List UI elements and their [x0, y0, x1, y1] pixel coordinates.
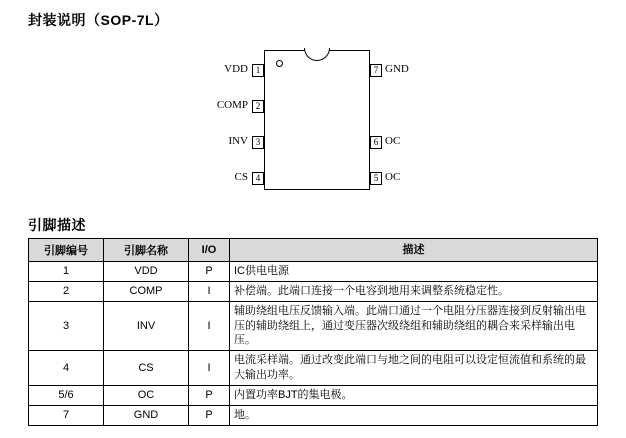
package-section-title: 封装说明（SOP-7L）	[28, 12, 169, 28]
pin1-dot-icon	[276, 60, 283, 67]
pin-label-cs: CS	[234, 171, 248, 183]
cell-description: IC供电电源	[230, 262, 598, 282]
package-diagram	[180, 42, 460, 202]
pin-box-5: 5	[370, 172, 382, 185]
cell-io: I	[189, 281, 230, 301]
header-io: I/O	[189, 239, 230, 262]
header-description: 描述	[230, 239, 598, 262]
cell-description: 地。	[230, 405, 598, 425]
cell-pin-number: 4	[29, 351, 104, 386]
pin-label-gnd: GND	[385, 63, 409, 75]
cell-io: I	[189, 351, 230, 386]
cell-description: 电流采样端。通过改变此端口与地之间的电阻可以设定恒流值和系统的最大输出功率。	[230, 351, 598, 386]
table-row	[29, 262, 598, 282]
pin-description-table	[28, 238, 598, 426]
header-pin-name: 引脚名称	[104, 239, 189, 262]
table-row	[29, 351, 598, 386]
cell-pin-name: VDD	[104, 262, 189, 282]
cell-pin-number: 2	[29, 281, 104, 301]
cell-description: 辅助绕组电压反馈输入端。此端口通过一个电阻分压器连接到反射输出电压的辅助绕组上，通过变压器次级绕组和辅助绕组的耦合来采样输出电压。	[230, 301, 598, 351]
cell-pin-number: 7	[29, 405, 104, 425]
table-header-row	[29, 239, 598, 262]
cell-description: 内置功率BJT的集电极。	[230, 385, 598, 405]
cell-pin-number: 5/6	[29, 385, 104, 405]
pin-label-inv: INV	[228, 135, 248, 147]
pin-label-comp: COMP	[216, 99, 248, 111]
pin-label-vdd: VDD	[224, 63, 248, 75]
cell-io: P	[189, 405, 230, 425]
pin-box-7: 7	[370, 64, 382, 77]
chip-body	[264, 50, 370, 190]
cell-pin-number: 3	[29, 301, 104, 351]
table-row	[29, 281, 598, 301]
cell-pin-name: OC	[104, 385, 189, 405]
pin-box-1: 1	[252, 64, 264, 77]
header-pin-number: 引脚编号	[29, 239, 104, 262]
pin-label-oc-6: OC	[385, 135, 401, 147]
pin-box-4: 4	[252, 172, 264, 185]
cell-pin-name: CS	[104, 351, 189, 386]
cell-description: 补偿端。此端口连接一个电容到地用来调整系统稳定性。	[230, 281, 598, 301]
cell-io: P	[189, 262, 230, 282]
pin-label-oc-5: OC	[385, 171, 401, 183]
pin-description-section-title: 引脚描述	[28, 217, 86, 233]
pin-box-2: 2	[252, 100, 264, 113]
cell-pin-number: 1	[29, 262, 104, 282]
cell-io: P	[189, 385, 230, 405]
cell-io: I	[189, 301, 230, 351]
cell-pin-name: INV	[104, 301, 189, 351]
pin-box-6: 6	[370, 136, 382, 149]
table-row	[29, 385, 598, 405]
cell-pin-name: GND	[104, 405, 189, 425]
pin-box-3: 3	[252, 136, 264, 149]
cell-pin-name: COMP	[104, 281, 189, 301]
table-row	[29, 405, 598, 425]
table-row	[29, 301, 598, 351]
